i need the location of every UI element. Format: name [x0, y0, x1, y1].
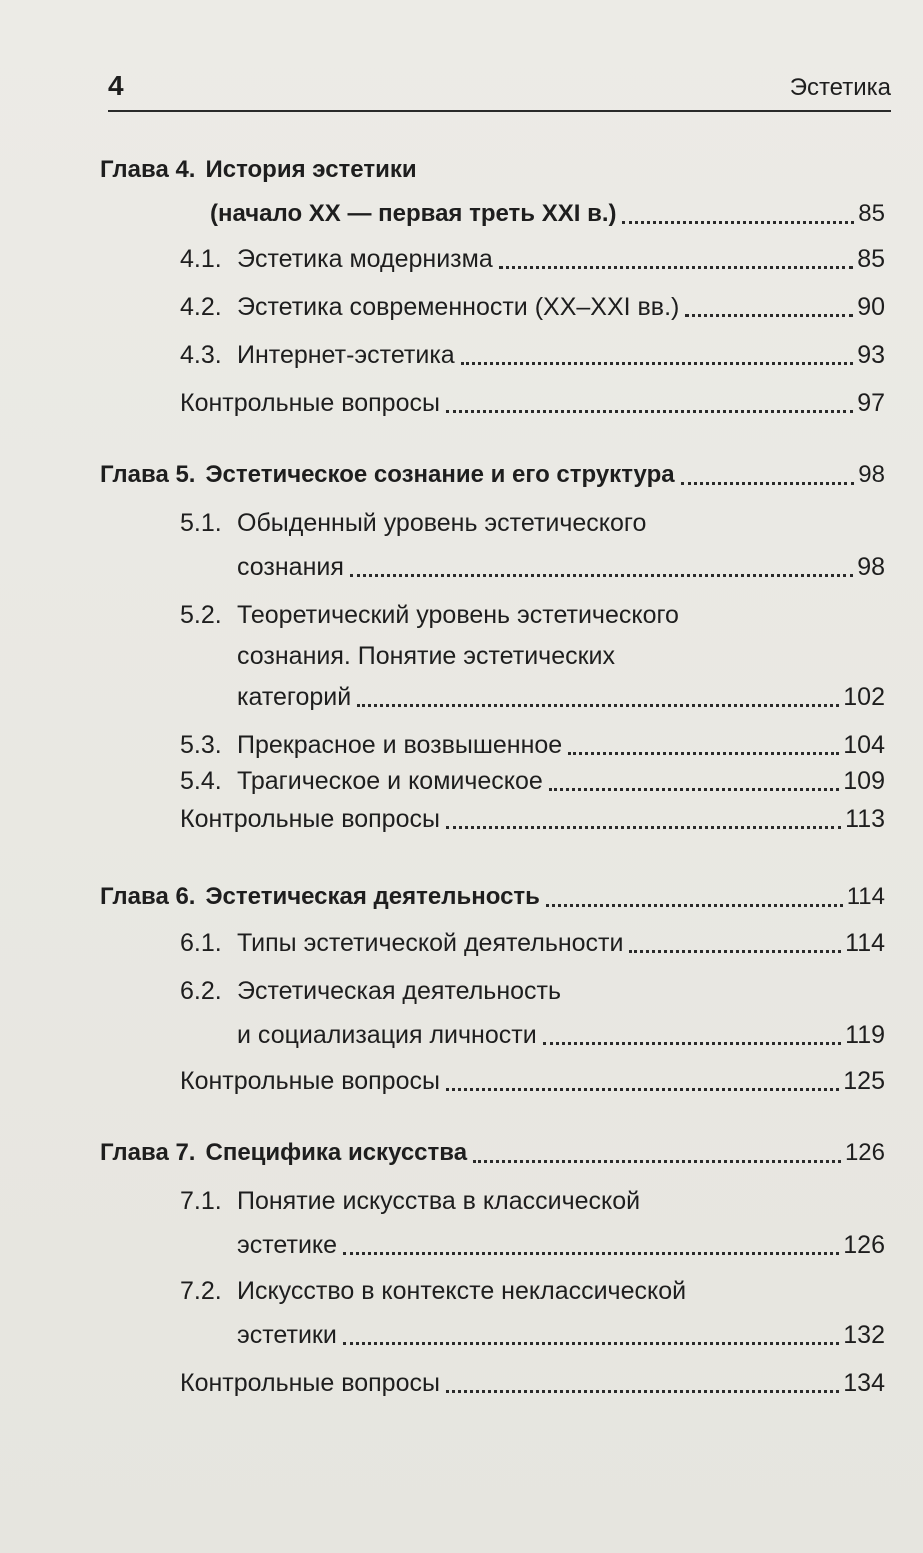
chapter-title: История эстетики: [205, 156, 417, 183]
dot-leader: [461, 361, 853, 365]
section-title: Эстетика современности (XX–XXI вв.): [237, 293, 680, 321]
chapter-4: [100, 153, 885, 420]
dot-leader: [343, 1341, 839, 1345]
dot-leader: [350, 573, 853, 577]
page-ref: 126: [844, 1139, 885, 1166]
section-number: 5.3.: [180, 731, 222, 759]
section-title-cont: эстетики: [237, 1321, 337, 1349]
questions-title: Контрольные вопросы: [180, 389, 440, 417]
questions-entry: [100, 1064, 885, 1098]
chapter-heading: [100, 458, 885, 492]
dot-leader: [446, 409, 853, 413]
chapter-label: Глава 6.: [100, 883, 196, 910]
page-ref: 109: [843, 767, 885, 795]
dot-leader: [622, 220, 854, 224]
section-entry-cont: [100, 1228, 885, 1262]
section-number: 7.1.: [180, 1187, 222, 1215]
section-title: Теоретический уровень эстетического: [237, 601, 679, 629]
page-ref: 114: [845, 929, 885, 957]
section-entry: [100, 1184, 885, 1218]
section-number: 4.3.: [180, 341, 222, 369]
chapter-title: Эстетическое сознание и его структура: [205, 461, 675, 488]
section-title-cont: категорий: [237, 683, 352, 711]
dot-leader: [546, 903, 843, 907]
questions-entry: [100, 1366, 885, 1400]
section-number: 7.2.: [180, 1277, 222, 1305]
chapter-title: Эстетическая деятельность: [205, 883, 540, 910]
dot-leader: [543, 1041, 841, 1045]
section-title-cont: сознания. Понятие эстетических: [237, 642, 616, 670]
section-title: Обыденный уровень эстетического: [237, 509, 647, 537]
dot-leader: [629, 949, 841, 953]
page-ref: 85: [858, 200, 885, 227]
section-title: Понятие искусства в классической: [237, 1187, 641, 1215]
page-header: [108, 66, 891, 112]
section-number: 4.2.: [180, 293, 222, 321]
section-title: Искусство в контексте неклассической: [237, 1277, 687, 1305]
dot-leader: [681, 481, 855, 485]
page-ref: 132: [843, 1321, 885, 1349]
section-entry-cont: [100, 1318, 885, 1352]
page-ref: 134: [843, 1369, 885, 1397]
questions-title: Контрольные вопросы: [180, 1067, 440, 1095]
section-title: Эстетическая деятельность: [237, 977, 561, 1005]
section-number: 6.1.: [180, 929, 222, 957]
dot-leader: [473, 1159, 841, 1163]
section-title: Типы эстетической деятельности: [237, 929, 624, 957]
page-ref: 93: [857, 341, 885, 369]
chapter-label: Глава 7.: [100, 1139, 196, 1166]
section-title-cont: и социализация личности: [237, 1021, 537, 1049]
page-ref: 97: [857, 389, 885, 417]
chapter-heading-cont: [100, 197, 885, 231]
page-number: 4: [108, 70, 124, 101]
page-ref: 85: [857, 245, 885, 273]
dot-leader: [446, 825, 841, 829]
section-entry: [100, 974, 885, 1008]
section-entry: [100, 242, 885, 276]
section-number: 5.1.: [180, 509, 222, 537]
section-title: Интернет-эстетика: [237, 341, 455, 369]
section-entry: [100, 338, 885, 372]
section-entry: [100, 506, 885, 540]
section-entry: [100, 728, 885, 762]
questions-entry: [100, 386, 885, 420]
section-entry: [100, 926, 885, 960]
section-entry: [100, 290, 885, 324]
section-entry-cont: [100, 680, 885, 714]
page-ref: 104: [843, 731, 885, 759]
chapter-heading: [100, 1136, 885, 1170]
chapter-5: [100, 458, 885, 836]
section-title-cont: эстетике: [237, 1231, 338, 1259]
chapter-label: Глава 5.: [100, 461, 196, 488]
section-title: Трагическое и комическое: [237, 767, 543, 795]
page-ref: 126: [843, 1231, 885, 1259]
section-number: 6.2.: [180, 977, 222, 1005]
chapter-label: Глава 4.: [100, 156, 196, 183]
section-title: Прекрасное и возвышенное: [237, 731, 563, 759]
section-title-cont: сознания: [237, 553, 344, 581]
section-entry-cont: [100, 1018, 885, 1052]
chapter-heading: [100, 153, 885, 187]
section-entry: [100, 1274, 885, 1308]
dot-leader: [685, 313, 853, 317]
chapter-title: Специфика искусства: [205, 1139, 468, 1166]
chapter-7: [100, 1136, 885, 1400]
section-number: 5.4.: [180, 767, 222, 795]
questions-entry: [100, 802, 885, 836]
dot-leader: [568, 751, 839, 755]
page-ref: 98: [858, 461, 885, 488]
questions-title: Контрольные вопросы: [180, 805, 440, 833]
section-number: 5.2.: [180, 601, 222, 629]
section-entry-cont: [100, 550, 885, 584]
page-ref: 114: [846, 883, 885, 910]
chapter-title-cont: (начало XX — первая треть XXI в.): [210, 200, 617, 227]
questions-title: Контрольные вопросы: [180, 1369, 440, 1397]
section-entry: [100, 764, 885, 798]
page-ref: 90: [857, 293, 885, 321]
page-ref: 125: [843, 1067, 885, 1095]
dot-leader: [446, 1389, 839, 1393]
chapter-heading: [100, 880, 885, 914]
dot-leader: [343, 1251, 839, 1255]
page-ref: 98: [857, 553, 885, 581]
dot-leader: [499, 265, 853, 269]
dot-leader: [549, 787, 839, 791]
page-ref: 119: [845, 1021, 885, 1049]
table-of-contents: [100, 145, 885, 1400]
section-number: 4.1.: [180, 245, 222, 273]
page-ref: 102: [843, 683, 885, 711]
dot-leader: [446, 1087, 839, 1091]
dot-leader: [357, 703, 839, 707]
section-entry: [100, 598, 885, 632]
page-ref: 113: [845, 805, 885, 833]
section-title: Эстетика модернизма: [237, 245, 493, 273]
section-entry-cont: [100, 639, 885, 673]
chapter-6: [100, 880, 885, 1098]
running-title: Эстетика: [789, 74, 891, 101]
